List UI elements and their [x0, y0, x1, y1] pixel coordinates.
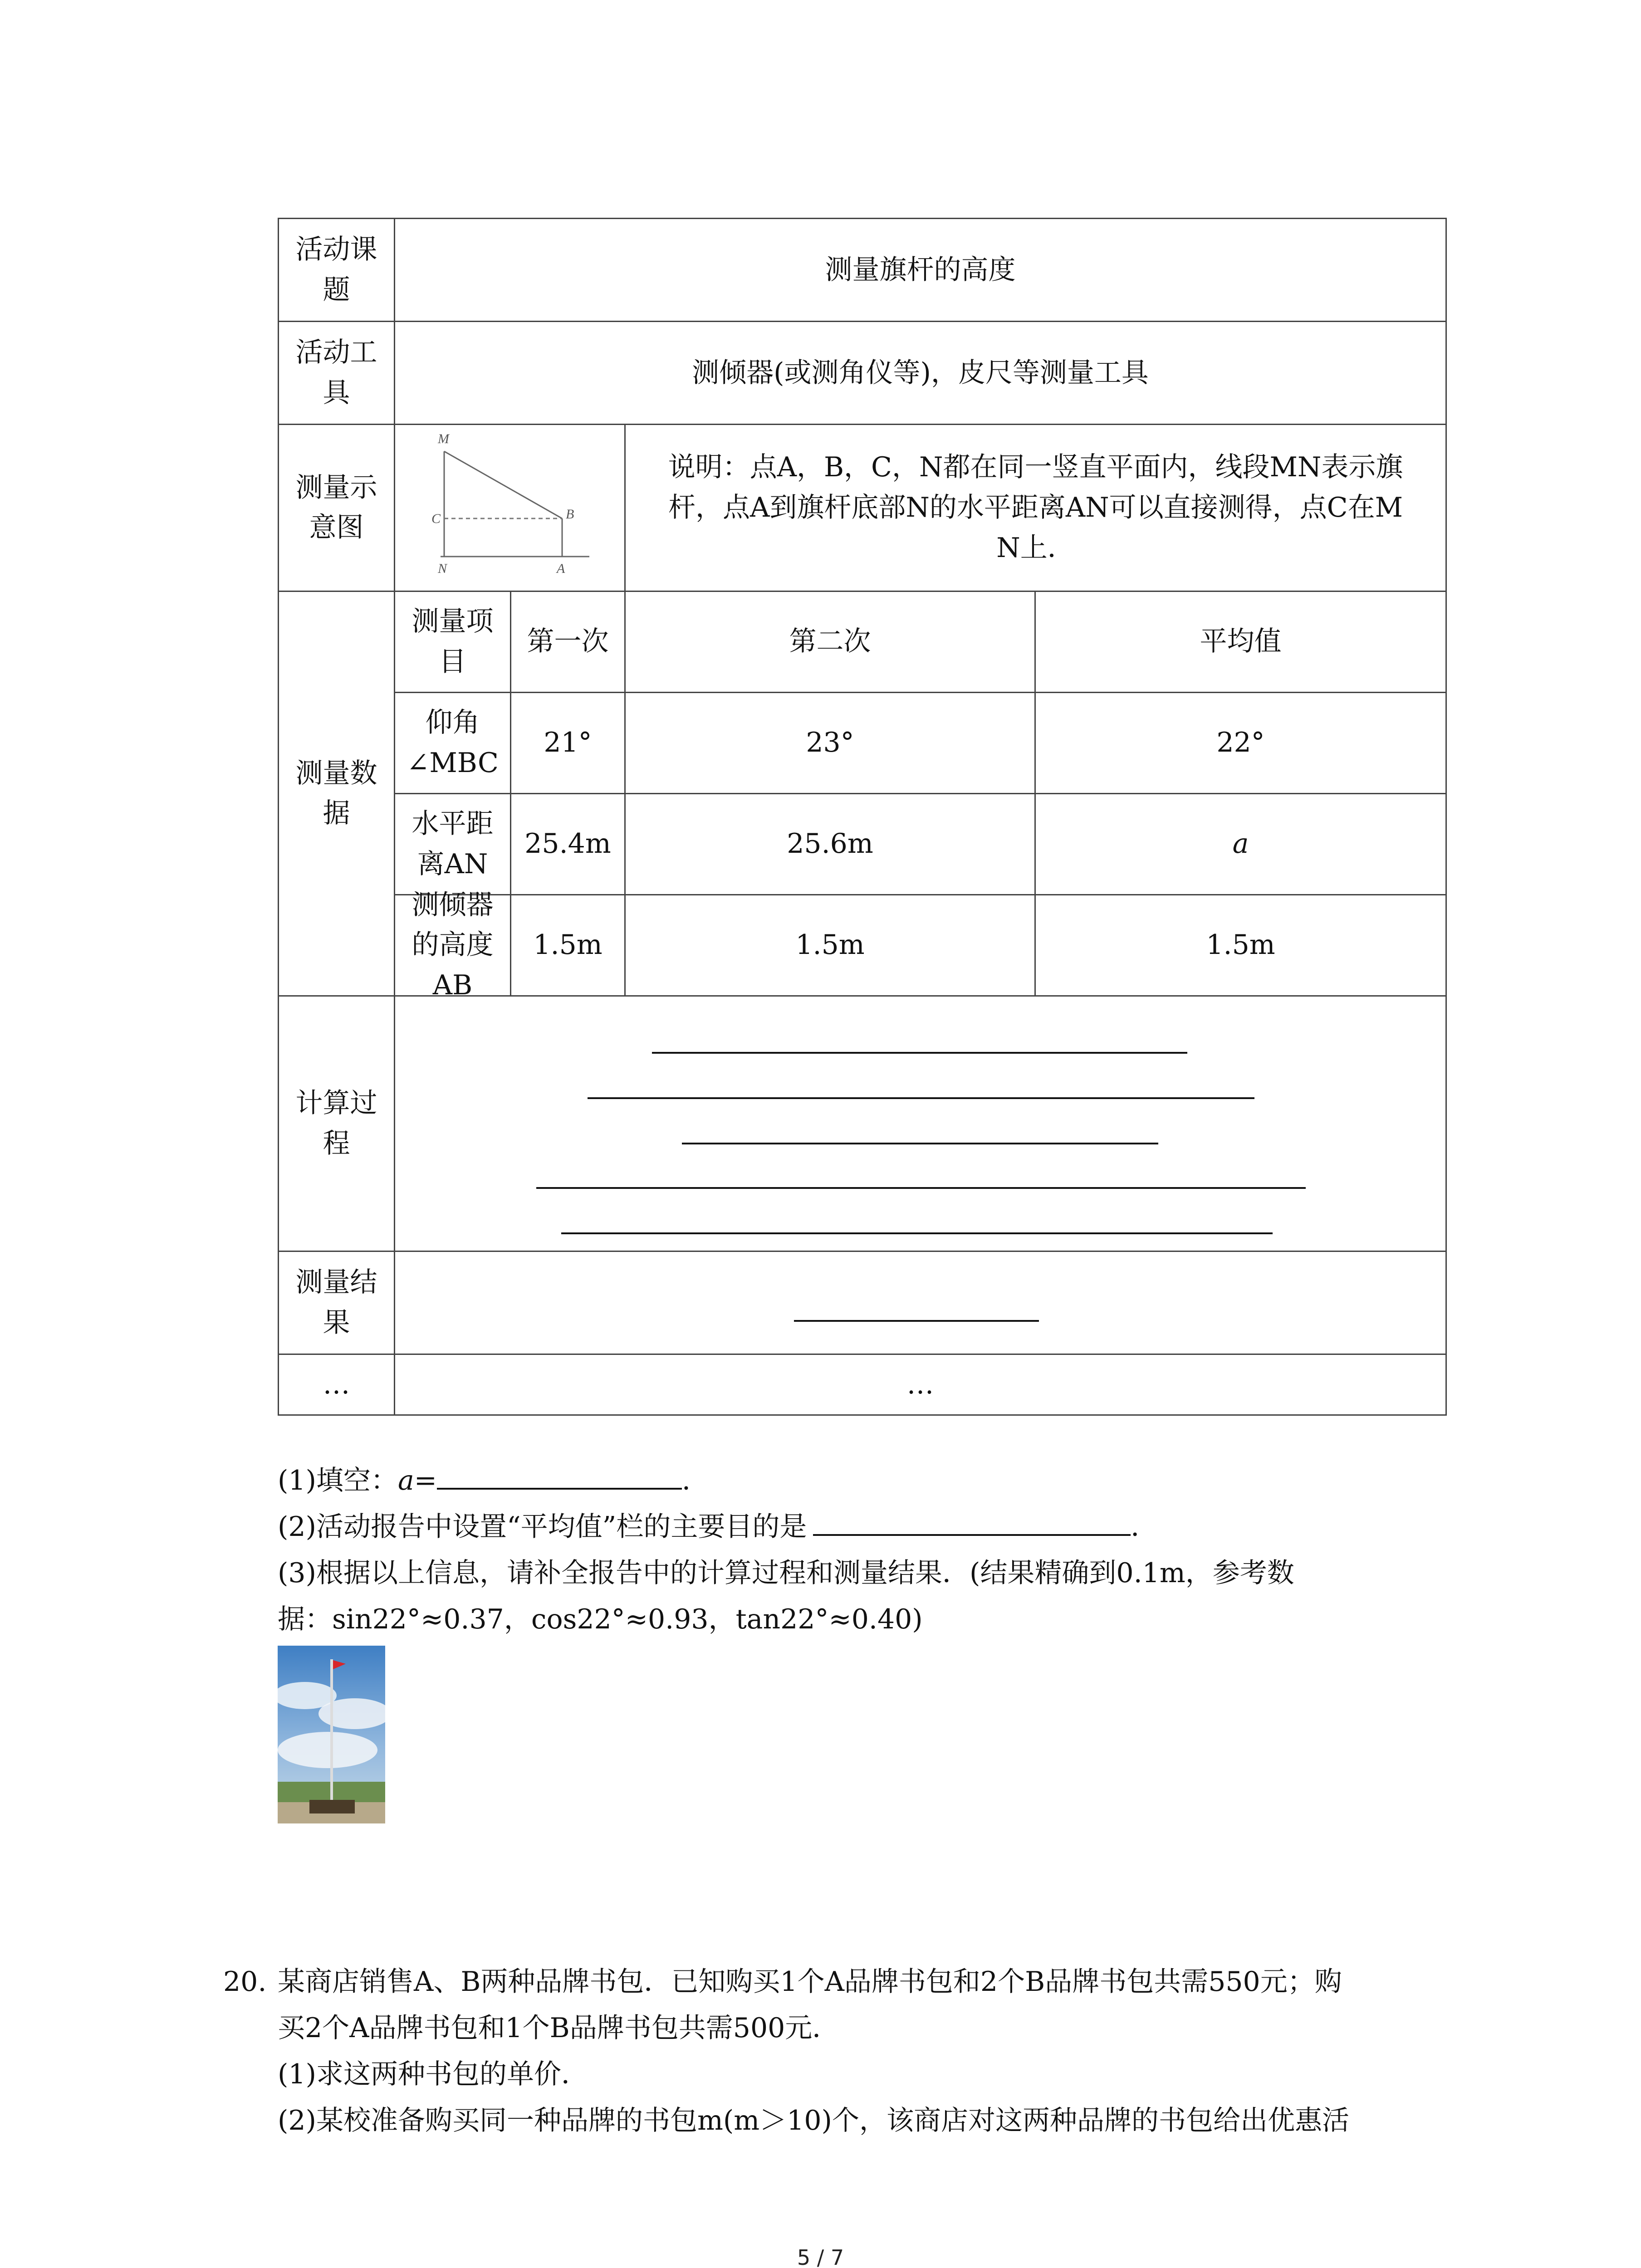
description-line: 说明：点A，B，C，N都在同一竖直平面内，线段MN表示旗 [668, 451, 1403, 484]
data-row-height [279, 894, 1446, 996]
page-number: 5 / 7 [797, 2245, 844, 2268]
description-line: N上． [996, 532, 1075, 564]
diagram-description [625, 425, 1446, 591]
question-20 [223, 1959, 1448, 2144]
height-average: 1.5m [1035, 894, 1446, 996]
data-label: 测量数据 [279, 591, 395, 996]
calc-blank-line [682, 1143, 1158, 1144]
q2-end: ． [1131, 1511, 1158, 1543]
tools-row [279, 322, 1446, 425]
result-row [279, 1251, 1446, 1354]
calc-blank-line [561, 1232, 1273, 1234]
distance-cells [395, 793, 625, 894]
q2-answer-blank [813, 1511, 1131, 1536]
result-blank-line [794, 1320, 1039, 1322]
q20-number: 20. [223, 1966, 267, 1998]
data-row-angle [279, 692, 1446, 793]
q1-prefix: (1)填空： [278, 1465, 398, 1496]
question-2 [278, 1504, 1158, 1549]
distance-first: 25.4m [524, 828, 611, 860]
angle-item: 仰角∠MBC [395, 693, 511, 793]
distance-second: 25.6m [625, 793, 1035, 894]
q1-end: ． [682, 1465, 710, 1496]
flagpole-photo [278, 1646, 385, 1823]
point-b-label: B [566, 507, 574, 522]
tools-value: 测倾器(或测角仪等)，皮尺等测量工具 [395, 322, 1446, 425]
angle-first: 21° [544, 727, 592, 759]
header-item: 测量项目 [395, 592, 511, 692]
diagram-label: 测量示意图 [279, 425, 395, 591]
header-second: 第二次 [625, 591, 1035, 692]
distance-average: a [1035, 793, 1446, 894]
data-header-row [279, 591, 1446, 692]
result-blank-area [395, 1251, 1446, 1354]
point-n-label: N [438, 561, 447, 576]
data-subtable-cell [395, 591, 625, 692]
topic-value: 测量旗杆的高度 [395, 219, 1446, 322]
sight-line [444, 451, 562, 518]
header-average: 平均值 [1035, 591, 1446, 692]
ellipsis-left: … [279, 1354, 395, 1415]
topic-label: 活动课题 [279, 219, 395, 322]
header-first: 第一次 [527, 626, 609, 658]
diagram-row [279, 425, 1446, 591]
question-1 [278, 1458, 709, 1503]
calc-blank-line [536, 1187, 1306, 1189]
result-label: 测量结果 [279, 1251, 395, 1354]
calc-label: 计算过程 [279, 996, 395, 1251]
question-3-line-1: (3)根据以上信息，请补全报告中的计算过程和测量结果．(结果精确到0.1m，参考数 [278, 1557, 1294, 1589]
q20-line2: 买2个A品牌书包和1个B品牌书包共需500元． [278, 2012, 840, 2044]
q2-text: (2)活动报告中设置“平均值”栏的主要目的是 [278, 1511, 807, 1543]
topic-row [279, 219, 1446, 322]
q1-answer-blank [437, 1465, 682, 1490]
height-item: 测倾器的高度AB [395, 895, 511, 995]
angle-second: 23° [625, 692, 1035, 793]
diagram-cell [395, 425, 625, 591]
ellipsis-right: … [395, 1354, 1446, 1415]
point-a-label: A [557, 561, 565, 576]
q20-part-1: (1)求这两种书包的单价． [278, 2058, 588, 2090]
q1-variable: a [398, 1465, 414, 1496]
q20-line1: 某商店销售A、B两种品牌书包．已知购买1个A品牌书包和2个B品牌书包共需550元；购 [278, 1966, 1342, 1998]
calc-blank-line [588, 1097, 1254, 1099]
ellipsis-row [279, 1354, 1446, 1415]
point-c-label: C [431, 511, 441, 526]
distance-item: 水平距离AN [395, 794, 511, 894]
height-second: 1.5m [625, 894, 1035, 996]
angle-cells [395, 692, 625, 793]
angle-average: 22° [1035, 692, 1446, 793]
height-first: 1.5m [533, 929, 603, 961]
q20-first-line [223, 1959, 1448, 2005]
activity-report-table [278, 218, 1447, 1416]
tools-label: 活动工具 [279, 322, 395, 425]
q20-part-2: (2)某校准备购买同一种品牌的书包m(m＞10)个，该商店对这两种品牌的书包给出优惠活 [278, 2105, 1349, 2136]
point-m-label: M [438, 431, 449, 446]
q1-equals: = [414, 1465, 437, 1496]
question-3-line-2: 据：sin22°≈0.37，cos22°≈0.93，tan22°≈0.40) [278, 1603, 923, 1635]
calc-row [279, 996, 1446, 1251]
height-cells [395, 889, 625, 1002]
calc-blank-area [395, 996, 1446, 1251]
calc-blank-line [652, 1052, 1187, 1054]
data-row-distance [279, 793, 1446, 894]
measurement-diagram [395, 425, 626, 579]
description-line: 杆，点A到旗杆底部N的水平距离AN可以直接测得，点C在M [668, 492, 1403, 523]
